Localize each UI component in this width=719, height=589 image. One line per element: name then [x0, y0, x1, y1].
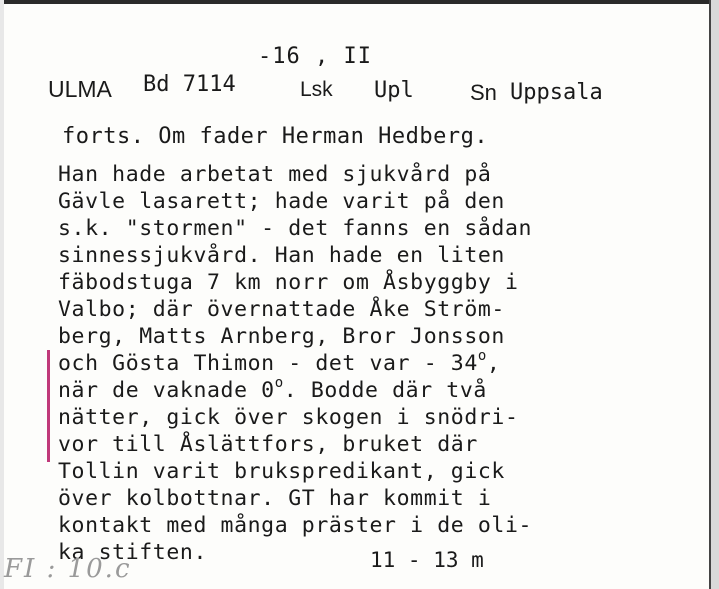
body-line: s.k. "stormen" - det fanns en sådan [58, 216, 533, 241]
body-line: över kolbottnar. GT har kommit i [58, 486, 492, 511]
parish-label: Sn [470, 80, 497, 105]
province-label: Lsk [300, 78, 333, 101]
page-range: 11 - 13 m [370, 548, 484, 572]
body-line: Gävle lasarett; hade varit på den [58, 189, 505, 214]
body-line: Tollin varit brukspredikant, gick [58, 459, 505, 484]
body-line: och Gösta Thimon - det var - 34$^o$, [58, 348, 501, 376]
body-line: Valbo; där övernattade Åke Ström- [58, 297, 505, 322]
archive-code: ULMA [48, 76, 112, 102]
degree-mark: o [274, 375, 284, 391]
card-subtitle: forts. Om fader Herman Hedberg. [62, 124, 489, 149]
body-line: berg, Matts Arnberg, Bror Jonsson [58, 324, 505, 349]
volume-number: Bd 7114 [143, 72, 236, 97]
body-line: sinnessjukvård. Han hade en liten [58, 243, 505, 268]
province-abbr: Upl [374, 78, 414, 103]
card-top-edge [0, 0, 719, 4]
parish-name: Uppsala [510, 80, 603, 105]
body-line: fäbodstuga 7 km norr om Åsbyggby i [58, 270, 519, 295]
handwritten-signum: FI : 10.c [4, 554, 132, 584]
page-number: -16 , II [258, 44, 372, 69]
degree-mark: o [477, 348, 487, 364]
margin-mark [47, 350, 50, 462]
card-left-edge [0, 0, 4, 589]
body-line: kontakt med många präster i de oli- [58, 513, 533, 538]
body-line: Han hade arbetat med sjukvård på [58, 162, 492, 187]
body-line: nätter, gick över skogen i snödri- [58, 405, 519, 430]
card-right-edge [709, 0, 719, 589]
body-line: ka stiften. [58, 540, 207, 565]
body-line: när de vaknade 0$^o$. Bodde där två [58, 375, 487, 403]
body-line: vor till Åslättfors, bruket där [58, 432, 478, 457]
